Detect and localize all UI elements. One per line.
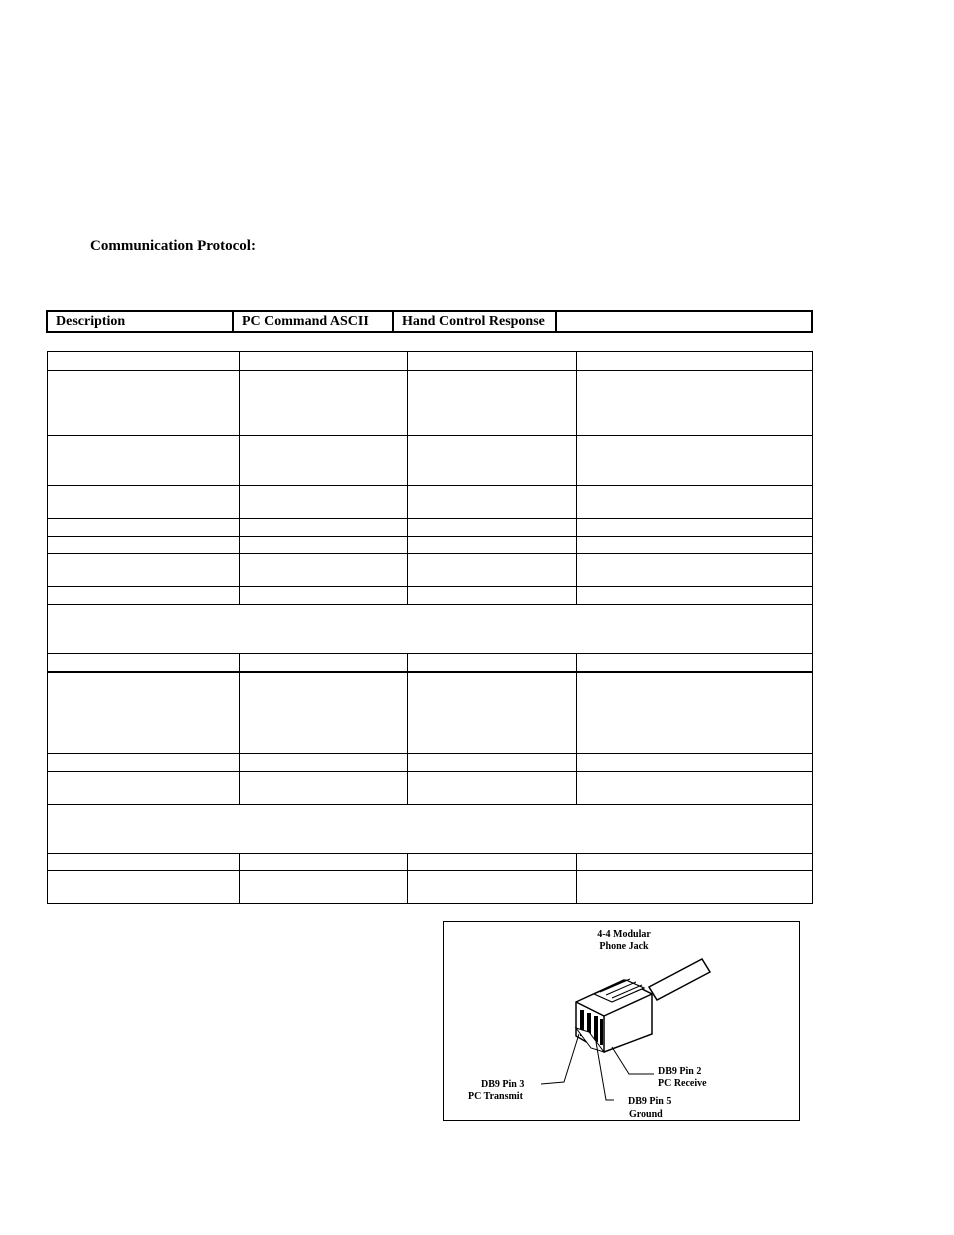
protocol-table-body xyxy=(47,351,813,904)
table-row xyxy=(48,553,812,586)
diagram-title-line1: 4-4 Modular xyxy=(597,929,651,940)
header-pc-command: PC Command ASCII xyxy=(234,312,394,331)
header-notes xyxy=(557,312,811,331)
table-row xyxy=(48,653,812,671)
table-row xyxy=(48,853,812,870)
table-row xyxy=(48,753,812,771)
diagram-title-line2: Phone Jack xyxy=(599,941,649,952)
table-row xyxy=(48,370,812,435)
phone-jack-diagram xyxy=(443,921,800,1121)
table-section-row xyxy=(48,604,812,653)
header-hand-control-response: Hand Control Response xyxy=(394,312,557,331)
table-row xyxy=(48,352,812,370)
section-heading: Communication Protocol: xyxy=(90,238,256,254)
protocol-table-header xyxy=(46,310,813,333)
table-row xyxy=(48,518,812,536)
table-row xyxy=(48,586,812,604)
table-row xyxy=(48,671,812,753)
pin3-label-line2: PC Transmit xyxy=(468,1091,523,1102)
table-row xyxy=(48,771,812,804)
pin2-label-line1: DB9 Pin 2 xyxy=(658,1066,702,1077)
header-description: Description xyxy=(48,312,234,331)
table-row xyxy=(48,536,812,553)
pin5-label-line2: Ground xyxy=(629,1109,663,1120)
table-row xyxy=(48,435,812,485)
pin5-label-line1: DB9 Pin 5 xyxy=(628,1096,672,1107)
pin2-label-line2: PC Receive xyxy=(658,1078,707,1089)
table-section-row xyxy=(48,804,812,853)
table-row xyxy=(48,485,812,518)
cable-shape xyxy=(649,959,710,1000)
phone-jack-illustration xyxy=(444,922,801,1122)
pin3-label-line1: DB9 Pin 3 xyxy=(481,1079,525,1090)
table-row xyxy=(48,870,812,903)
